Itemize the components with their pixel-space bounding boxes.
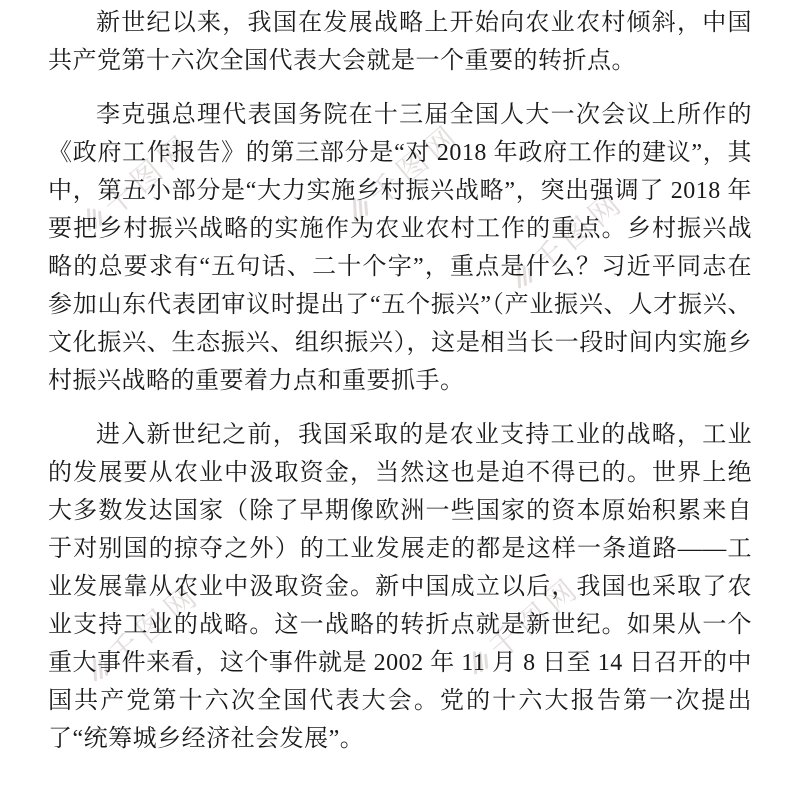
paragraph-3: 进入新世纪之前，我国采取的是农业支持工业的战略，工业的发展要从农业中汲取资金，当然这也是迫不得已的。世界上绝大多数发达国家（除了早期像欧洲一些国家的资本原始积累来自于对别国的掠夺之外）的工业发展走的都是这样一条道路——工业发展靠从农业中汲取资金。新中国成立以后，我国也采取了农业支持工业的战略。这一战略的转折点就是新世纪。如果从一个重大事件来看，这个事件就是 2002 年 11 月 8 日至 14 日召开的中国共产党第十六次全国代表大会。党的十六大报告第一次提出了“统筹城乡经济社会发展”。 xyxy=(48,422,752,752)
watermark-text: 千图网 xyxy=(483,570,588,666)
watermark-text: 千图网 xyxy=(527,184,632,280)
paragraph-2: 李克强总理代表国务院在十三届全国人大一次会议上所作的《政府工作报告》的第三部分是“对 2018 年政府工作的建议”，其中，第五小部分是“大力实施乡村振兴战略”，突出强调了 2018 年要把乡村振兴战略的实施作为农业农村工作的重点。乡村振兴战略的总要求有“五句话、二十个字”，重点是什么？习近平同志在参加山东代表团审议时提出了“五个振兴”（产业振兴、人才振兴、文化振兴、生态振兴、组织振兴），这是相当长一段时间内实施乡村振兴战略的重要着力点和重要抓手。 xyxy=(48,102,752,394)
paragraph-1: 新世纪以来，我国在发展战略上开始向农业农村倾斜，中国共产党第十六次全国代表大会就是一个重要的转折点。 xyxy=(48,10,752,74)
watermark-text: 千图网 xyxy=(363,117,468,213)
watermark-text: 千图网 xyxy=(97,127,202,223)
watermark-text: 千图网 xyxy=(103,577,208,673)
